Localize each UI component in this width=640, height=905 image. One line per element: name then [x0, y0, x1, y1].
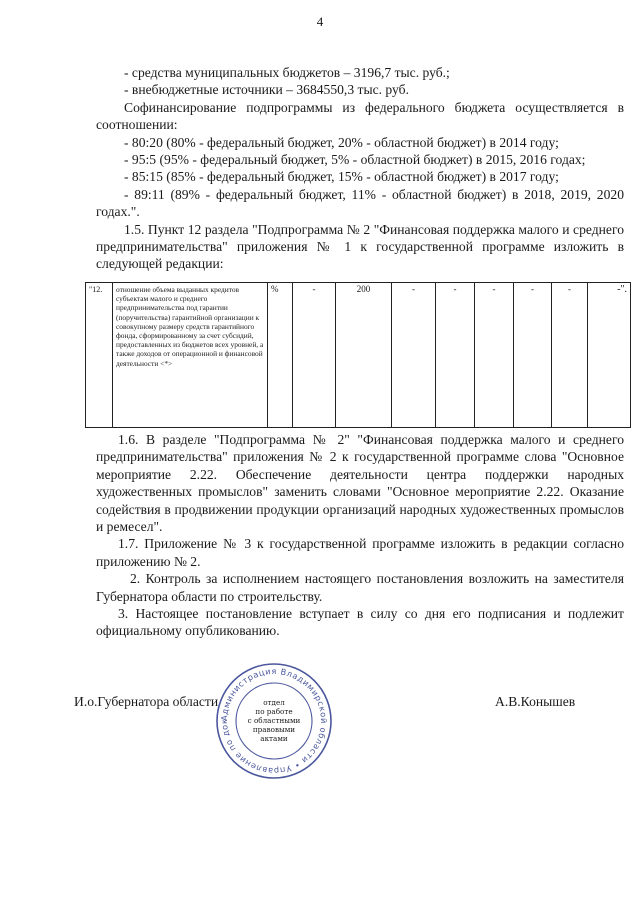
page-number: 4 — [316, 14, 324, 29]
ratio-2015-line: - 95:5 (95% - федеральный бюджет, 5% - областной бюджет) в 2015, 2016 годах; — [124, 152, 586, 168]
value-cell: - — [514, 283, 552, 428]
stamp-center-line: с областными — [247, 716, 301, 725]
stamp-seal-icon — [214, 661, 334, 781]
stamp-center-text — [248, 698, 301, 743]
value-cell: - — [552, 283, 588, 428]
ratio-2014-line: - 80:20 (80% - федеральный бюджет, 20% - областной бюджет) в 2014 году; — [124, 134, 559, 150]
value-cell: -". — [588, 283, 631, 428]
stamp-center-line: отдел — [263, 698, 285, 707]
item-3-paragraph: 3. Настоящее постановление вступает в силу со дня его подписания и подлежит официальному опубликованию. — [96, 606, 624, 639]
item-2-paragraph: 2. Контроль за исполнением настоящего постановления возложить на заместителя Губернатора области по строительству. — [96, 571, 624, 604]
indicator-description-cell: отношение объема выданных кредитов субъектам малого и среднего предпринимательства под гарантии (поручительства) гарантийной организации к совокупному размеру средств гарантийного фонда, сформированному за счет субсидий, предоставленных из бюджетов всех уровней, а также доходов от операционной и финансовой деятельности <*> — [113, 283, 268, 428]
value-cell: - — [392, 283, 436, 428]
unit-cell: % — [268, 283, 293, 428]
extrabudgetary-line: - внебюджетные источники – 3684550,3 тыс. руб. — [124, 82, 409, 98]
item-1-7-paragraph: 1.7. Приложение № 3 к государственной программе изложить в редакции согласно приложению № 2. — [96, 536, 624, 569]
official-stamp — [214, 661, 334, 781]
table-row — [86, 283, 631, 428]
signatory-name: А.В.Конышев — [495, 694, 576, 709]
value-cell: - — [475, 283, 514, 428]
ratio-2018-line: - 89:11 (89% - федеральный бюджет, 11% - областной бюджет) в 2018, 2019, 2020 годах.". — [96, 186, 624, 220]
value-cell: 200 — [336, 283, 392, 428]
row-number-cell: "12. — [86, 283, 113, 428]
amendments-block — [96, 431, 624, 640]
value-cell: - — [436, 283, 475, 428]
stamp-center-line: актами — [260, 734, 288, 743]
stamp-center-line: правовыми — [252, 725, 296, 734]
indicator-table — [85, 282, 631, 428]
item-1-5-paragraph: 1.5. Пункт 12 раздела "Подпрограмма № 2 "Финансовая поддержка малого и среднего предпринимательства" приложения № 1 к государственной программе изложить в следующей редакции: — [96, 221, 624, 272]
signatory-position: И.о.Губернатора области — [74, 694, 219, 709]
stamp-ring-text: Администрация Владимирской области • Управление по док — [218, 665, 330, 777]
item-1-6-paragraph: 1.6. В разделе "Подпрограмма № 2" "Финансовая поддержка малого и среднего предпринимательства" приложения № 2 к государственной программе слова "Основное мероприятие 2.22. Обеспечение деятельности центра поддержки народных художественных промыслов" заменить словами "Основное мероприятие 2.22. Оказание содействия в продвижении продукции организаций народных художественных промыслов и ремесел". — [96, 432, 624, 535]
value-cell: - — [293, 283, 336, 428]
municipal-budget-line: - средства муниципальных бюджетов – 3196,7 тыс. руб.; — [124, 65, 450, 80]
cofinancing-paragraph: Софинансирование подпрограммы из федерального бюджета осуществляется в соотношении: — [96, 99, 624, 133]
budget-sources-block — [96, 64, 624, 273]
ratio-2017-line: - 85:15 (85% - федеральный бюджет, 15% - областной бюджет) в 2017 году; — [124, 169, 559, 185]
stamp-center-line: по работе — [255, 707, 293, 716]
